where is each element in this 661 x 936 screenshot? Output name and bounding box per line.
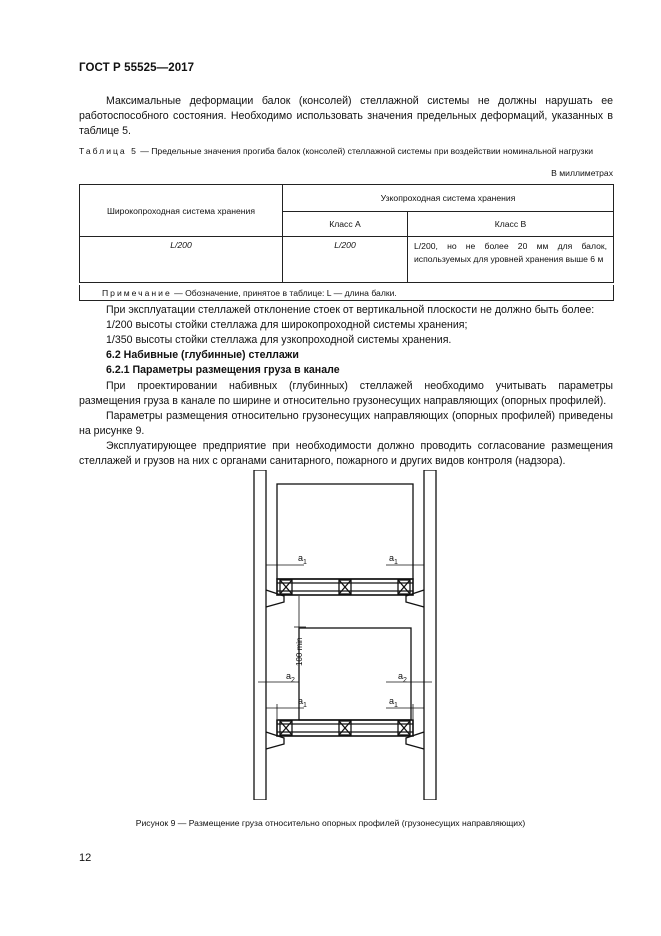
label-a1-lower-left: $a_1$ xyxy=(298,696,307,709)
note-text: — Обозначение, принятое в таблице: L — длина балки. xyxy=(171,288,397,298)
table-caption xyxy=(79,145,613,158)
document-header: ГОСТ Р 55525—2017 xyxy=(79,62,195,74)
after-table-p2: 1/200 высоты стойки стеллажа для широкопроходной системы хранения; xyxy=(106,319,468,331)
label-a1-upper-right: $a_1$ xyxy=(389,553,398,566)
deflection-table xyxy=(79,184,614,283)
after-table-p1: При эксплуатации стеллажей отклонение стоек от вертикальной плоскости не должно быть более: xyxy=(106,304,595,316)
table-units: В миллиметрах xyxy=(551,168,613,178)
subsection-heading: 6.2.1 Параметры размещения груза в канале xyxy=(106,364,340,376)
label-a1-lower-right: $a_1$ xyxy=(389,696,398,709)
header-class-b: Класс В xyxy=(408,212,614,237)
figure-9-drawing xyxy=(244,470,444,800)
cell-class-b: L/200, но не более 20 мм для балок, используемых для уровней хранения выше 6 м xyxy=(408,237,614,283)
label-a2-left: $a_2$ xyxy=(286,671,295,684)
after-table-p3: 1/350 высоты стойки стеллажа для узкопроходной системы хранения. xyxy=(106,334,452,346)
table-caption-text: — Предельные значения прогиба балок (консолей) стеллажной системы при воздействии номинальной нагрузки xyxy=(137,146,594,156)
label-a1-upper-left: $a_1$ xyxy=(298,553,307,566)
page-number: 12 xyxy=(79,852,92,864)
right-upright xyxy=(424,470,436,800)
section-p2: Параметры размещения относительно грузонесущих направляющих (опорных профилей) приведены на рисунке 9. xyxy=(79,410,613,437)
figure-caption: Рисунок 9 — Размещение груза относительно опорных профилей (грузонесущих направляющих) xyxy=(135,818,526,828)
header-wide: Широкопроходная система хранения xyxy=(80,185,283,237)
table-note xyxy=(79,285,614,301)
header-narrow: Узкопроходная система хранения xyxy=(283,185,614,212)
label-100-min: 100 min xyxy=(295,637,304,666)
cell-class-a: L/200 xyxy=(283,237,408,283)
table-caption-label: Таблица 5 xyxy=(79,146,138,156)
cell-wide: L/200 xyxy=(80,237,283,283)
section-p1: При проектировании набивных (глубинных) стеллажей необходимо учитывать параметры размещения груза в канале по ширине и относительно грузонесущих направляющих (опорных профилей). xyxy=(79,380,613,407)
section-heading: 6.2 Набивные (глубинные) стеллажи xyxy=(106,349,299,361)
label-a2-right: $a_2$ xyxy=(398,671,407,684)
intro-paragraph: Максимальные деформации балок (консолей) стеллажной системы не должны нарушать ее работоспособного состояния. Необходимо использовать значения предельных деформаций, указанных в таблице 5. xyxy=(79,95,613,137)
note-label: Примечание xyxy=(102,288,172,298)
header-class-a: Класс А xyxy=(283,212,408,237)
section-p3: Эксплуатирующее предприятие при необходимости должно проводить согласование размещения стеллажей и грузов на них с органами санитарного, пожарного и других видов контроля (надзора). xyxy=(79,440,613,467)
left-upright xyxy=(254,470,266,800)
